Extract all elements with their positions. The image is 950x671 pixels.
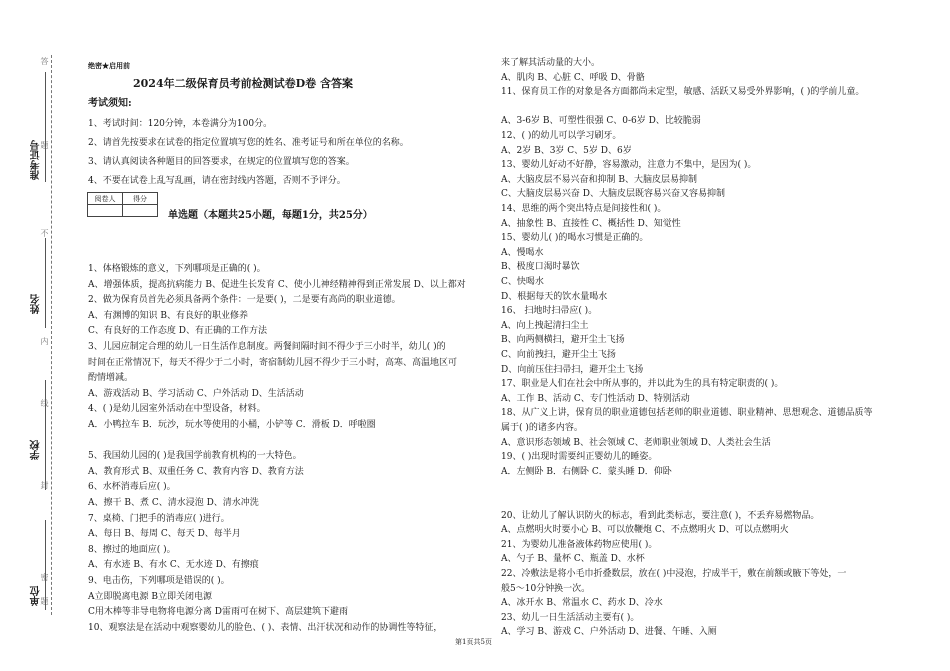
question-line: 14、思维的两个突出特点是间接性和( )。	[501, 204, 667, 214]
question-line: A、大脑皮层不易兴奋和抑制 B、大脑皮层易抑制	[501, 174, 697, 185]
question-line: A、学习 B、游戏 C、户外活动 D、进餐、午睡、入厕	[501, 627, 717, 638]
question-line: 16、 扫地时扫帚应( )。	[501, 306, 598, 317]
question-line: 17、职业是人们在社会中所从事的，并以此为生的具有特定职责的( )。	[501, 379, 784, 390]
question-line: A、慢喝水	[501, 247, 544, 258]
question-line: 15、婴幼儿( )的喝水习惯是正确的。	[501, 233, 649, 244]
question-line: 酌情增减。	[88, 373, 134, 384]
page-title: 2024年二级保育员考前检测试卷D卷 含答案	[133, 77, 353, 90]
question-line: A、擦干 B、煮 C、清水浸泡 D、清水冲洗	[88, 498, 259, 508]
cut-char: 不	[38, 228, 51, 239]
question-line: 18、从广义上讲，保育员的职业道德包括老师的职业道德、职业精神、思想观念、道德品质等	[501, 408, 873, 419]
question-line: A．左侧卧 B．右侧卧 C．蒙头睡 D．仰卧	[501, 466, 672, 477]
question-line: 9、电击伤，下列哪项是错误的( )。	[88, 576, 230, 586]
question-line: C、有良好的工作态度 D、有正确的工作方法	[88, 326, 267, 337]
field-label: 准考证号	[30, 140, 42, 180]
question-line: A、冰开水 B、常温水 C、药水 D、冷水	[501, 598, 663, 609]
question-line: 3、儿园应制定合理的幼儿一日生活作息制度。两餐间隔时间不得少于三小时半，幼儿( )的	[88, 342, 446, 352]
question-line: D、根据每天的饮水量喝水	[501, 291, 608, 302]
question-line: 2、做为保育员首先必须具备两个条件：一是要( )，二是要有高尚的职业道德。	[88, 295, 401, 306]
score-cell	[123, 205, 158, 217]
question-line: A、游戏活动 B、学习活动 C、户外活动 D、生活活动	[88, 388, 304, 399]
binding-margin	[0, 0, 72, 671]
field-name	[28, 294, 44, 314]
question-line: 般5～10分钟换一次。	[501, 583, 591, 594]
notice-heading: 考试须知:	[88, 98, 132, 109]
field-school	[28, 440, 44, 460]
field-label: 单位	[30, 586, 42, 606]
question-line: 1、体格锻炼的意义，下列哪项是正确的( )。	[88, 264, 266, 274]
question-line: C、快喝水	[501, 277, 544, 287]
question-line: 10、观察法是在活动中观察婴幼儿的脸色、( )、表情、出汗状况和动作的协调性等特征，	[88, 622, 443, 633]
question-line: C、向前拽扫，避开尘土飞扬	[501, 350, 616, 360]
fill-line	[45, 520, 46, 610]
question-line: A、教育形式 B、双重任务 C、教育内容 D、教育方法	[88, 466, 304, 477]
question-line: B、极度口渴时暴饮	[501, 262, 580, 273]
question-line: A、每日 B、每周 C、每天 D、每半月	[88, 529, 241, 540]
question-line: A、增强体质，提高抗病能力 B、促进生长发育 C、使小儿神经精神得到正常发展 D、以上都对	[88, 279, 466, 290]
question-line: A、2岁 B、3岁 C、5岁 D、6岁	[501, 145, 632, 156]
score-label: 得分	[123, 193, 158, 205]
page-number: 第1页共5页	[455, 638, 492, 646]
question-line: 7、桌椅、门把手的消毒应( )进行。	[88, 513, 230, 524]
grader-label: 阅卷人	[88, 193, 123, 205]
cut-char: 线	[38, 398, 51, 409]
field-label: 学校	[30, 440, 42, 460]
question-line: 时间在正常情况下，每天不得少于二小时，寄宿制幼儿园不得少于三小时，高寒、高温地区可	[88, 357, 458, 368]
question-line: 19、( )出现时需要纠正婴幼儿的睡姿。	[501, 452, 658, 463]
question-line: 23、幼儿一日生活活动主要有( )。	[501, 612, 640, 623]
cut-char: 内	[38, 336, 51, 347]
seal-cut-line	[51, 55, 52, 615]
cut-char: 题	[38, 140, 51, 151]
question-line: A、有渊博的知识 B、有良好的职业修养	[88, 310, 248, 321]
question-line: 属于( )的诸多内容。	[501, 423, 583, 433]
score-box	[87, 192, 158, 217]
question-line: A、有水迹 B、有水 C、无水迹 D、有擦痕	[88, 560, 259, 571]
question-line: 11、保育员工作的对象是各方面都尚未定型，敏感、活跃又易受外界影响，( )的学前儿童。	[501, 87, 865, 98]
question-line: 20、让幼儿了解认识防火的标志，看到此类标志，要注意( )，不丢弃易燃物品。	[501, 510, 820, 521]
fill-line	[45, 238, 46, 328]
field-exam-number	[28, 140, 44, 180]
cut-char: 题	[38, 596, 51, 607]
question-line: 5、我国幼儿园的( )是我国学前教育机构的一大特色。	[88, 451, 302, 462]
notice-item: 2、请首先按要求在试卷的指定位置填写您的姓名、准考证号和所在单位的名称。	[88, 138, 409, 148]
cut-char: 封	[38, 480, 51, 491]
question-line: C用木棒等非导电物将电源分离 D雷雨可在树下、高层建筑下避雨	[88, 607, 348, 618]
question-line: 13、婴幼儿好动不好静，容易激动，注意力不集中，是因为( )。	[501, 160, 757, 171]
question-line: 4、( )是幼儿园室外活动在中型设备，材料。	[88, 404, 266, 415]
question-line: A、勺子 B、量杯 C、瓶盖 D、水杯	[501, 554, 645, 565]
question-line: 8、擦过的地面应( )。	[88, 544, 176, 555]
question-line: 来了解其活动量的大小。	[501, 58, 601, 68]
notice-item: 4、不要在试卷上乱写乱画，请在密封线内答题，否则不予评分。	[88, 176, 346, 186]
cut-char: 答	[38, 56, 51, 67]
question-line: A立即脱离电源 B立即关闭电源	[88, 591, 212, 602]
question-line: A、3-6岁 B、可塑性很强 C、0-6岁 D、比较脆弱	[501, 116, 701, 127]
question-line: C、大脑皮层易兴奋 D、大脑皮层既容易兴奋又容易抑制	[501, 189, 725, 200]
notice-item: 1、考试时间：120分钟，本卷满分为100分。	[88, 119, 273, 129]
question-line: 6、水杯消毒后应( )。	[88, 482, 176, 493]
grader-cell	[88, 205, 123, 217]
question-line: B、向两侧横扫，避开尘土飞扬	[501, 335, 625, 346]
cut-char: 密	[38, 572, 51, 583]
question-line: 22、冷敷法是将小毛巾折叠数层，放在( )中浸泡，拧成半干，敷在前额或腋下等处，一	[501, 569, 847, 579]
fill-line	[45, 380, 46, 490]
notice-item: 3、请认真阅读各种题目的回答要求，在规定的位置填写您的答案。	[88, 157, 355, 167]
question-line: D、向前压住扫帚扫，避开尘土飞扬	[501, 364, 644, 375]
question-line: A．小鸭拉车 B．玩沙，玩水等使用的小桶，小铲等 C．滑板 D．呼啦圈	[88, 420, 376, 430]
question-line: A、肌肉 B、心脏 C、呼吸 D、骨骼	[501, 72, 645, 83]
field-label: 姓名	[30, 294, 42, 314]
fill-line	[45, 72, 46, 182]
question-line: 21、为婴幼儿准备液体药物应使用( )。	[501, 539, 658, 550]
question-line: A、向上拽起清扫尘土	[501, 320, 589, 331]
question-line: A、抽象性 B、直接性 C、概括性 D、知觉性	[501, 218, 681, 229]
field-unit	[28, 586, 44, 606]
section-title: 单选题（本题共25小题，每题1分，共25分）	[168, 210, 373, 221]
question-line: 12、( )的幼儿可以学习刷牙。	[501, 131, 622, 141]
question-line: A、点燃明火时要小心 B、可以放鞭炮 C、不点燃明火 D、可以点燃明火	[501, 525, 789, 536]
question-line: A、意识形态领域 B、社会领域 C、老师职业领域 D、人类社会生活	[501, 437, 771, 448]
confidential-mark: 绝密★启用前	[88, 61, 130, 70]
question-line: A、工作 B、活动 C、专门性活动 D、特别活动	[501, 393, 690, 404]
